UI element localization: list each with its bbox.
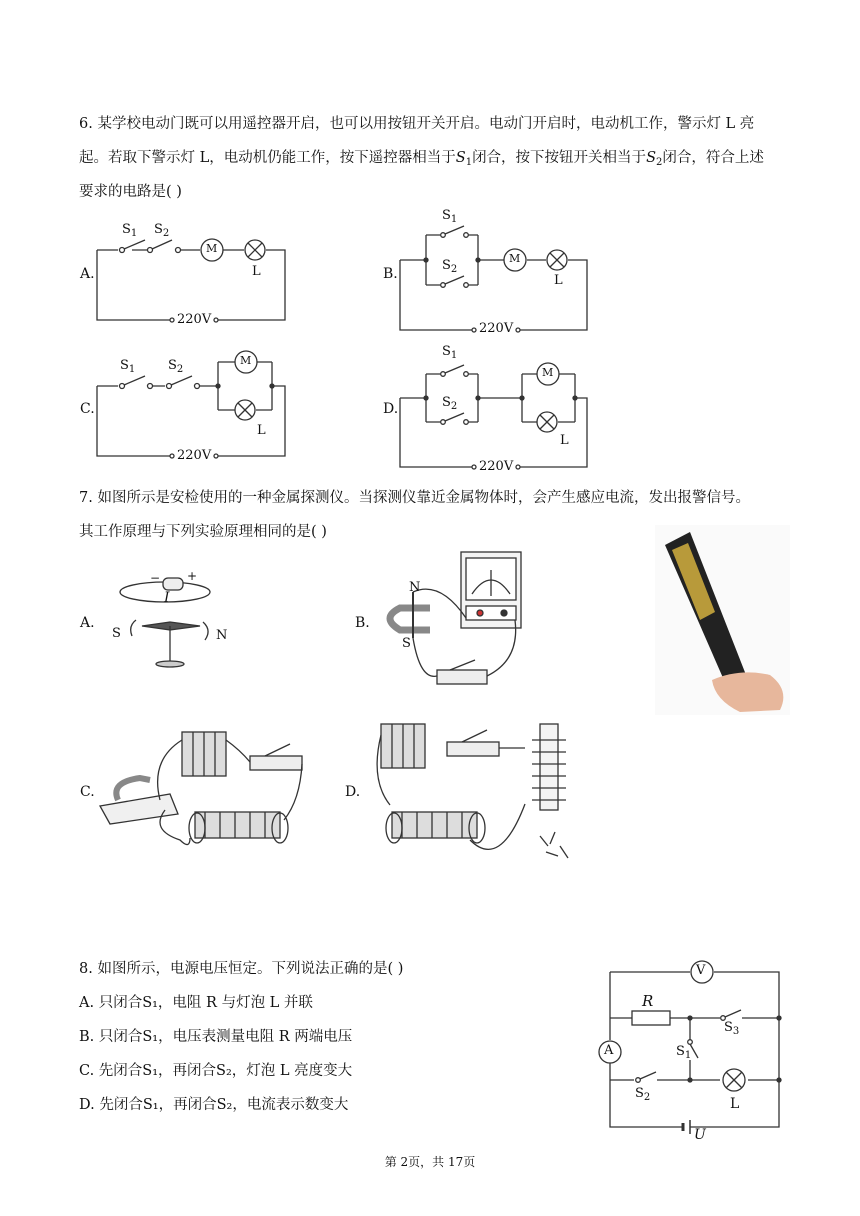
q8-s3-label: $S_3$	[724, 1020, 740, 1037]
q8-option-c: C. 先闭合S₁，再闭合S₂，灯泡 L 亮度变大	[79, 1063, 353, 1079]
q8-s2-label: $S_2$	[635, 1086, 651, 1103]
c-motor-label: M	[240, 354, 252, 367]
q8-option-b: B. 只闭合S₁，电压表测量电阻 R 两端电压	[79, 1029, 353, 1045]
q7-line1: 7. 如图所示是安检使用的一种金属探测仪。当探测仪靠近金属物体时，会产生感应电流，发出报警信号。	[79, 490, 750, 506]
d-motor-label: M	[542, 366, 554, 379]
q7-option-c-label: C.	[80, 784, 95, 800]
q8-stem: 8. 如图所示，电源电压恒定。下列说法正确的是( )	[79, 961, 404, 977]
a-motor-label: M	[206, 242, 218, 255]
a-s1-label: $S_1$	[122, 222, 138, 239]
b-s2-label: $S_2$	[442, 258, 458, 275]
c-s2-label: $S_2$	[168, 358, 184, 375]
b-voltage-label: 220V	[479, 321, 514, 336]
d-lamp-label: L	[560, 433, 569, 448]
q6-option-b-label: B.	[383, 266, 398, 282]
a-lamp-label: L	[252, 264, 261, 279]
q7-option-a-label: A.	[80, 615, 95, 631]
q6-line1: 6. 某学校电动门既可以用遥控器开启，也可以用按钮开关开启。电动门开启时，电动机工作，警示灯 L 亮	[79, 116, 755, 132]
q6-line2: 起。若取下警示灯 L，电动机仍能工作，按下遥控器相当于$S_1$闭合，按下按钮开关相当于$S_2$闭合，符合上述	[79, 150, 764, 168]
c-s1-label: $S_1$	[120, 358, 136, 375]
q8-source-label: U	[694, 1127, 706, 1143]
q7-option-d-label: D.	[345, 784, 361, 800]
fig7a-minus: −	[150, 571, 161, 585]
q7-line2: 其工作原理与下列实验原理相同的是( )	[79, 524, 327, 540]
a-voltage-label: 220V	[177, 312, 212, 327]
fig7b-n: N	[409, 580, 421, 595]
fig7a-s: S	[112, 626, 121, 641]
q8-resistor-label: R	[642, 992, 654, 1010]
b-s1-label: $S_1$	[442, 208, 458, 225]
d-voltage-label: 220V	[479, 459, 514, 474]
q8-voltmeter-label: V	[696, 963, 706, 978]
fig7b-s: S	[402, 636, 411, 651]
a-s2-label: $S_2$	[154, 222, 170, 239]
q6-line3: 要求的电路是( )	[79, 184, 182, 200]
page-footer: 第 2页，共 17页	[384, 1155, 476, 1169]
fig7a-current: I	[164, 590, 170, 606]
q6-option-d-label: D.	[383, 401, 399, 417]
fig7a-plus: +	[187, 569, 198, 583]
q6-option-c-label: C.	[80, 401, 95, 417]
d-s2-label: $S_2$	[442, 395, 458, 412]
b-lamp-label: L	[554, 273, 563, 288]
q8-option-a: A. 只闭合S₁，电阻 R 与灯泡 L 并联	[79, 995, 313, 1011]
c-lamp-label: L	[257, 423, 266, 438]
q6-option-a-label: A.	[80, 266, 95, 282]
q8-option-d: D. 先闭合S₁，再闭合S₂，电流表示数变大	[79, 1097, 349, 1113]
q7-option-b-label: B.	[355, 615, 370, 631]
d-s1-label: $S_1$	[442, 344, 458, 361]
q8-s1-label: $S_1$	[676, 1044, 692, 1061]
q8-lamp-label: L	[730, 1096, 740, 1112]
fig7a-n: N	[216, 628, 228, 643]
b-motor-label: M	[509, 252, 521, 265]
q8-ammeter-label: A	[604, 1043, 614, 1058]
c-voltage-label: 220V	[177, 448, 212, 463]
